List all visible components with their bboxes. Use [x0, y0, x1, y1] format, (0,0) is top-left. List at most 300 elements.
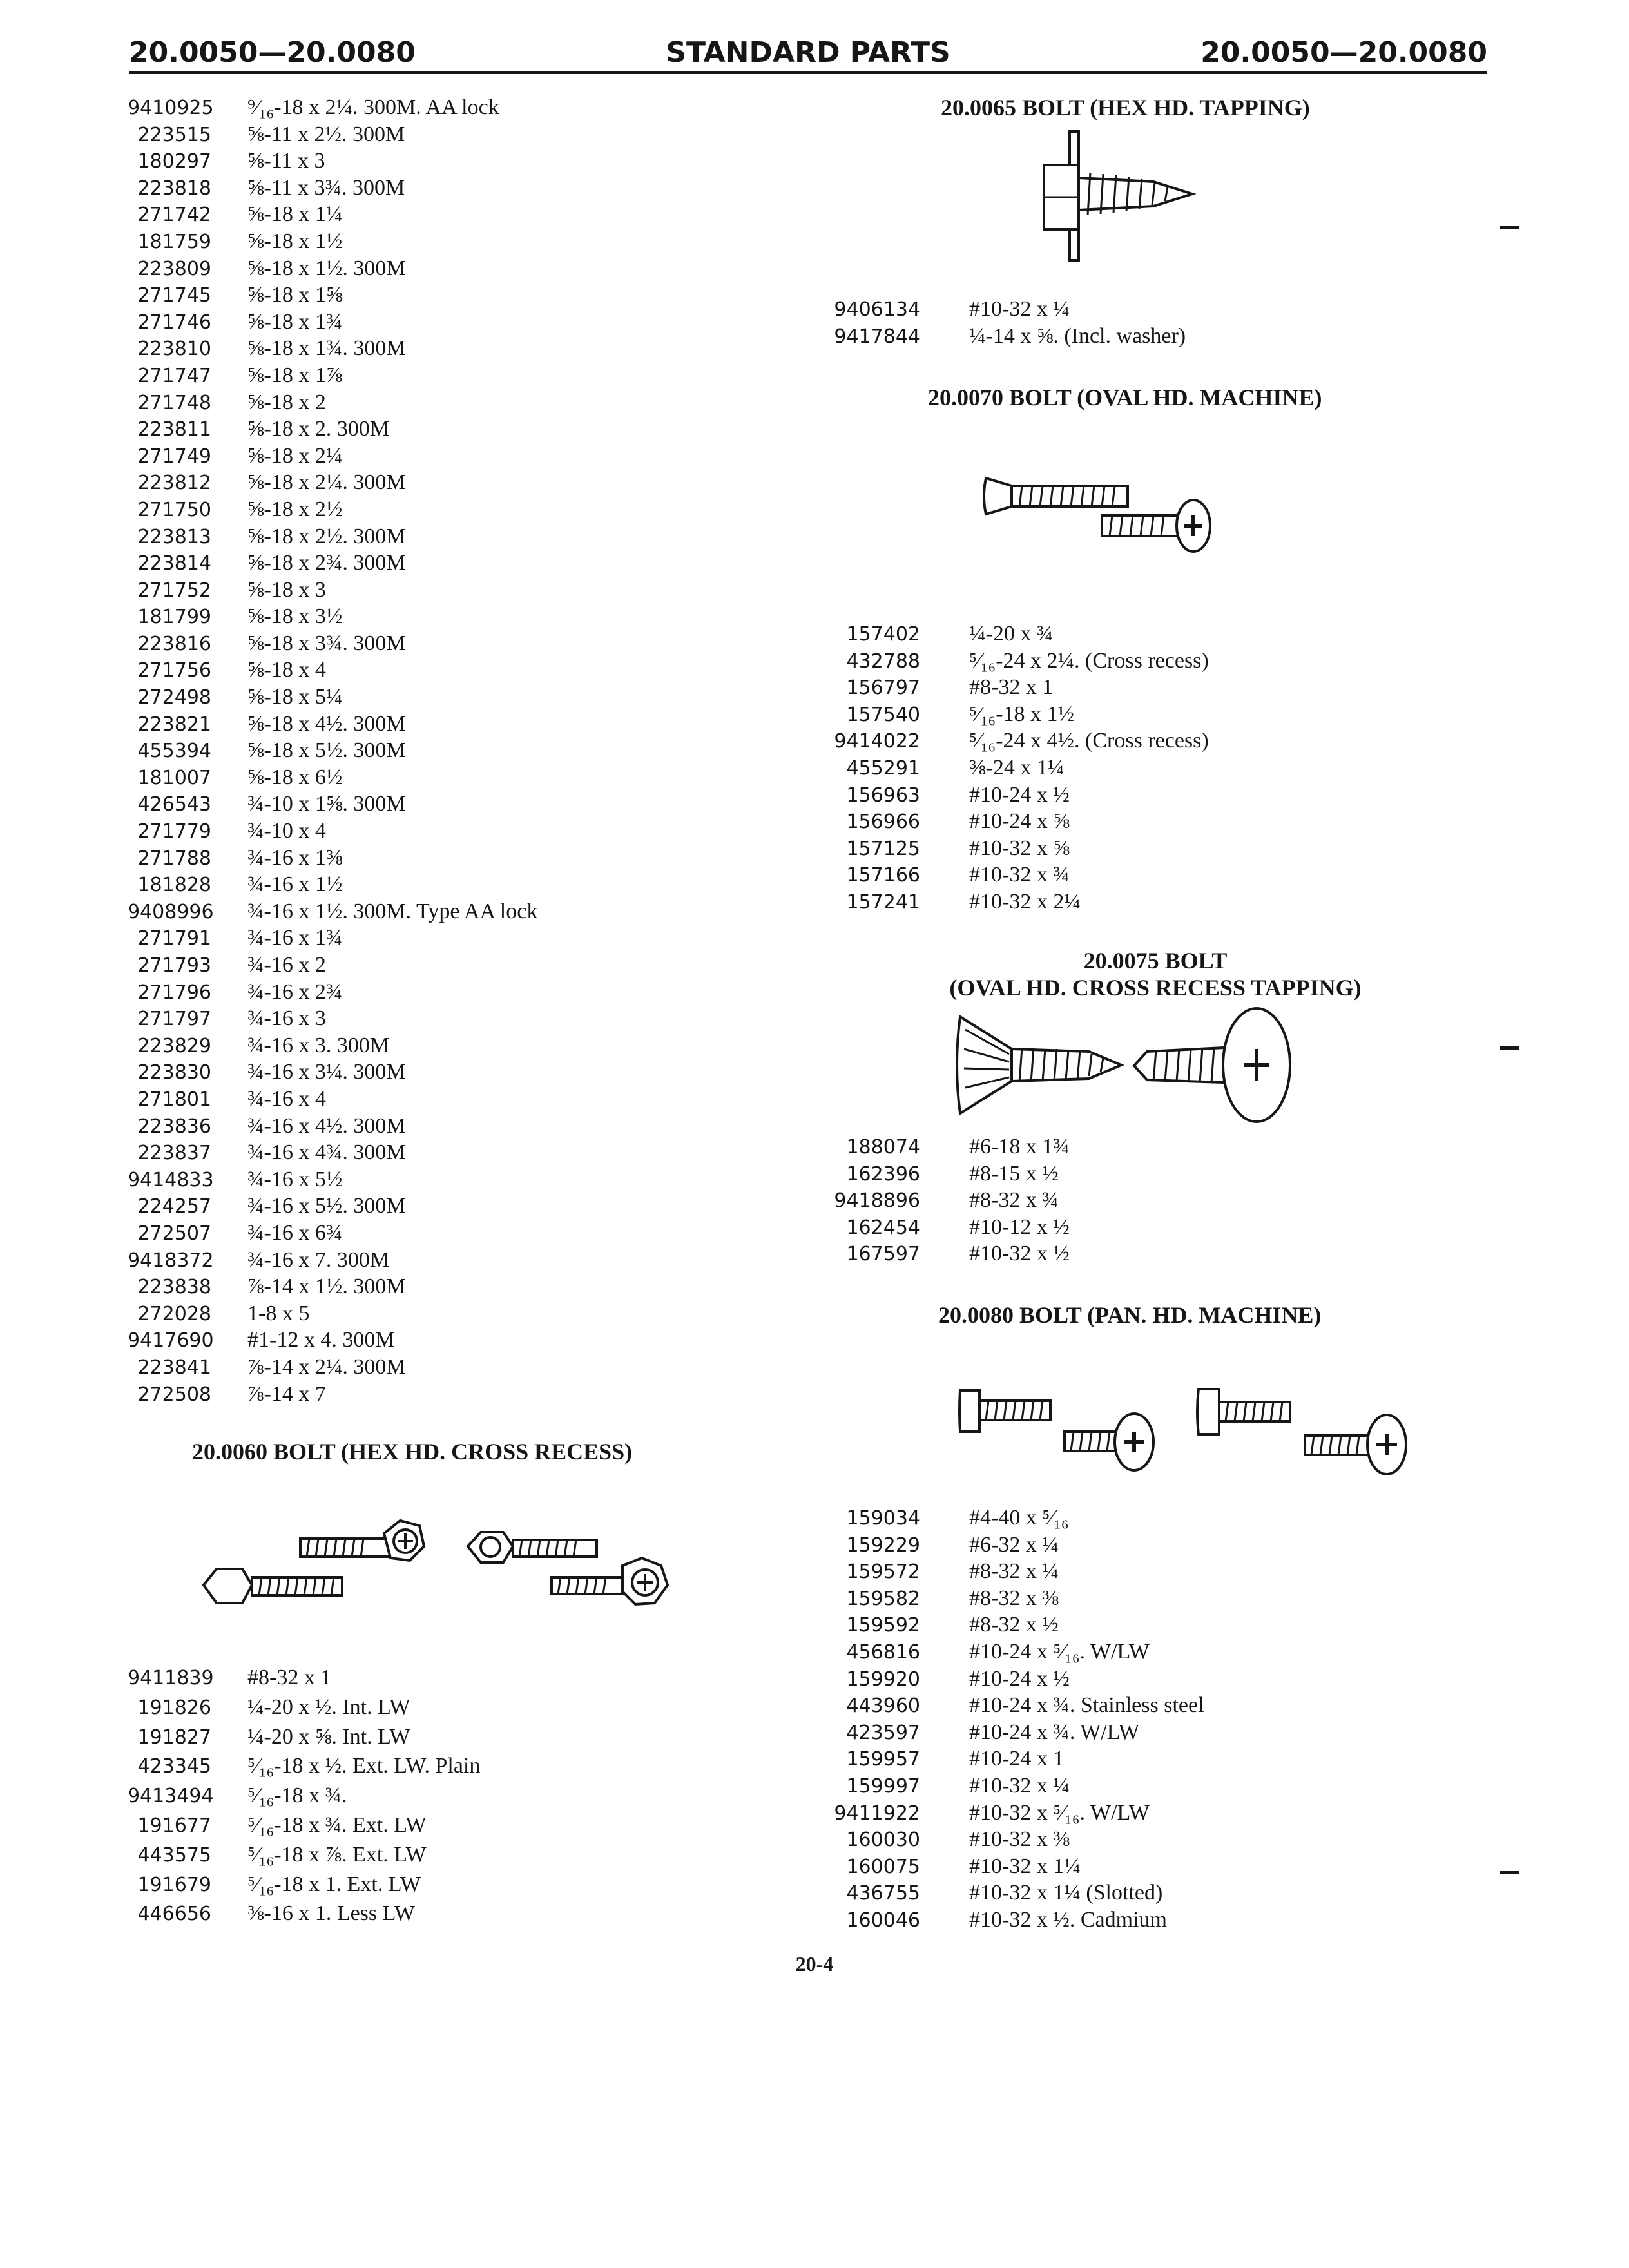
part-row [772, 1693, 1204, 1720]
parts-list-20-0075 [772, 1135, 1070, 1269]
part-number: 9417844 [834, 325, 920, 348]
part-description: #10-32 x ⅝ [969, 836, 1070, 860]
page-header [129, 24, 1487, 74]
part-row [772, 649, 1209, 676]
part-description: ⅝-18 x 3¾. 300M [247, 631, 406, 655]
part-row [772, 1586, 1204, 1613]
part-description: #8-32 x 1 [969, 675, 1054, 700]
part-description: #8-32 x ½ [969, 1613, 1059, 1637]
part-description: #10-32 x ⅜ [969, 1827, 1070, 1852]
part-number: 223812 [137, 472, 211, 495]
part-number: 272028 [137, 1302, 211, 1325]
part-row [772, 809, 1209, 836]
part-number: 223838 [137, 1276, 211, 1299]
part-number: 159034 [846, 1507, 920, 1530]
part-description: ⅝-18 x 3 [247, 577, 326, 602]
part-row [772, 1881, 1204, 1908]
part-description: ⅝-11 x 3¾. 300M [247, 175, 405, 200]
part-row [128, 819, 537, 846]
part-description: #10-32 x ½. Cadmium [969, 1907, 1167, 1932]
part-description: ⅝-18 x 1⅞ [247, 363, 343, 387]
part-description: ⁵⁄₁₆-24 x 2¼. (Cross recess) [969, 648, 1209, 673]
part-number: 188074 [846, 1136, 920, 1158]
part-row [128, 1302, 537, 1329]
part-description: #10-32 x ¼ [969, 297, 1070, 321]
part-number: 223813 [137, 525, 211, 548]
part-row [128, 1087, 537, 1114]
part-description: ⅝-18 x 1¼ [247, 202, 343, 227]
part-row [128, 1355, 537, 1382]
part-description: #10-32 x ¼ [969, 1773, 1070, 1798]
part-number: 159592 [846, 1614, 920, 1637]
part-row [772, 1533, 1204, 1560]
part-row [772, 729, 1209, 756]
part-row [128, 497, 537, 524]
part-row [128, 417, 537, 444]
part-number: 159229 [846, 1533, 920, 1557]
part-description: ¾-10 x 4 [247, 819, 326, 843]
part-row [772, 1667, 1204, 1694]
part-row [128, 792, 537, 819]
part-row [128, 1114, 537, 1141]
part-description: #10-32 x ½ [969, 1242, 1070, 1266]
part-description: ¾-16 x 5½. 300M [247, 1194, 406, 1218]
parts-list-20-0080 [772, 1506, 1204, 1935]
part-description: ⅝-18 x 2½. 300M [247, 524, 406, 548]
part-number: 162454 [846, 1216, 920, 1239]
part-description: #6-32 x ¼ [969, 1532, 1059, 1557]
part-number: 272508 [137, 1383, 211, 1406]
part-description: #10-32 x 2¼ [969, 889, 1081, 914]
part-row [128, 953, 537, 980]
part-description: ⅝-11 x 3 [247, 149, 325, 173]
part-description: ⁵⁄₁₆-18 x ½. Ext. LW. Plain [247, 1754, 481, 1778]
parts-list-20-0060 [128, 1666, 480, 1931]
parts-list-20-0070 [772, 622, 1209, 917]
section-title-20-0075 [920, 947, 1391, 1001]
pan-head-machine-bolt-icon [954, 1378, 1418, 1494]
part-row [772, 1640, 1204, 1667]
part-row [128, 336, 537, 363]
part-description: ⅞-14 x 7 [247, 1381, 326, 1406]
part-number: 271779 [137, 820, 211, 843]
part-number: 271747 [137, 364, 211, 387]
part-number: 160075 [846, 1855, 920, 1878]
part-number: 271749 [137, 445, 211, 468]
part-row [128, 712, 537, 739]
part-row [128, 1221, 537, 1248]
part-number: 9417690 [128, 1329, 214, 1352]
part-description: ¾-16 x 2 [247, 953, 326, 977]
part-number: 159997 [846, 1774, 920, 1798]
part-number: 223809 [137, 257, 211, 280]
page-number: 20-4 [795, 1952, 834, 1975]
part-number: 223810 [137, 338, 211, 361]
part-row [128, 256, 537, 284]
part-row [772, 1506, 1204, 1533]
part-row [772, 1162, 1070, 1189]
part-row [772, 1854, 1204, 1881]
part-number: 9411922 [834, 1802, 920, 1825]
part-description: ⅝-18 x 2¾. 300M [247, 551, 406, 575]
part-number: 271742 [137, 204, 211, 227]
part-description: ¼-20 x ¾ [969, 622, 1054, 646]
part-row [772, 1720, 1204, 1747]
part-description: ⅞-14 x 2¼. 300M [247, 1354, 406, 1379]
part-row [128, 310, 537, 337]
part-row [128, 149, 537, 176]
part-row [128, 202, 537, 229]
part-description: ⅝-18 x 6½ [247, 765, 343, 789]
part-row [772, 836, 1209, 863]
part-row [128, 1666, 480, 1695]
part-description: ⅞-14 x 1½. 300M [247, 1274, 406, 1299]
part-description: #10-24 x ¾. W/LW [969, 1720, 1140, 1744]
part-row [128, 1901, 480, 1931]
part-description: ¾-16 x 2¾ [247, 979, 343, 1004]
margin-mark [1500, 1871, 1519, 1874]
part-number: 157125 [846, 837, 920, 860]
part-row [128, 1274, 537, 1302]
part-row [772, 1747, 1204, 1774]
part-row [128, 872, 537, 899]
part-number: 271801 [137, 1088, 211, 1111]
part-number: 223816 [137, 632, 211, 655]
part-number: 455394 [137, 740, 211, 763]
part-number: 423345 [137, 1755, 211, 1778]
part-description: #10-12 x ½ [969, 1215, 1070, 1239]
part-number: 223841 [137, 1356, 211, 1379]
part-number: 159582 [846, 1587, 920, 1610]
part-description: ⁵⁄₁₆-24 x 4½. (Cross recess) [969, 729, 1209, 753]
part-description: #8-32 x 1 [247, 1666, 332, 1689]
part-row [772, 1827, 1204, 1854]
part-row [128, 1248, 537, 1275]
part-description: #4-40 x ⁵⁄₁₆ [969, 1506, 1069, 1530]
part-row [128, 363, 537, 390]
part-number: 157166 [846, 864, 920, 887]
part-number: 271746 [137, 311, 211, 334]
part-number: 271756 [137, 659, 211, 682]
part-description: #10-24 x ½ [969, 782, 1070, 807]
part-description: ⅜-16 x 1. Less LW [247, 1901, 415, 1926]
part-row [128, 1194, 537, 1221]
part-number: 456816 [846, 1640, 920, 1664]
part-description: ¾-16 x 6¾ [247, 1220, 343, 1245]
section-title-20-0080: 20.0080 BOLT (PAN. HD. MACHINE) [938, 1302, 1322, 1328]
section-title-20-0060: 20.0060 BOLT (HEX HD. CROSS RECESS) [192, 1439, 633, 1465]
part-number: 224257 [137, 1195, 211, 1218]
part-row [128, 1783, 480, 1813]
part-row [128, 1328, 537, 1355]
part-number: 223821 [137, 713, 211, 736]
part-row [128, 899, 537, 927]
part-description: #10-24 x ⁵⁄₁₆. W/LW [969, 1639, 1150, 1664]
part-description: ⅝-18 x 2¼. 300M [247, 470, 406, 495]
part-number: 271750 [137, 498, 211, 521]
part-number: 191826 [137, 1696, 211, 1719]
part-description: ¾-16 x 3¼. 300M [247, 1060, 406, 1084]
part-number: 223830 [137, 1061, 211, 1084]
part-number: 223836 [137, 1115, 211, 1138]
part-description: ¾-16 x 5½ [247, 1167, 343, 1191]
part-description: ¾-16 x 1½ [247, 872, 343, 897]
part-description: ¾-16 x 1½. 300M. Type AA lock [247, 899, 538, 923]
part-number: 159920 [846, 1667, 920, 1691]
margin-mark [1500, 226, 1519, 229]
part-description: ⅝-18 x 2. 300M [247, 417, 390, 441]
part-row [772, 297, 1186, 324]
part-row [128, 1060, 537, 1087]
part-row [128, 765, 537, 793]
part-number: 162396 [846, 1162, 920, 1186]
part-row [772, 622, 1209, 649]
part-row [772, 1188, 1070, 1215]
part-description: #10-24 x ½ [969, 1666, 1070, 1691]
part-description: #10-24 x ¾. Stainless steel [969, 1693, 1204, 1718]
part-description: ⅝-11 x 2½. 300M [247, 122, 405, 146]
part-number: 157241 [846, 890, 920, 914]
part-description: #10-32 x ¾ [969, 863, 1070, 887]
part-number: 423597 [846, 1721, 920, 1744]
header-title: STANDARD PARTS [666, 36, 950, 69]
parts-list-20-0065 [772, 297, 1186, 351]
part-row [128, 578, 537, 605]
part-row [128, 604, 537, 631]
part-description: ¾-16 x 7. 300M [247, 1247, 390, 1272]
part-number: 223515 [137, 123, 211, 146]
part-description: ⁹⁄₁₆-18 x 2¼. 300M. AA lock [247, 95, 499, 119]
part-number: 156963 [846, 783, 920, 807]
part-description: #8-32 x ¾ [969, 1188, 1059, 1213]
part-number: 271752 [137, 579, 211, 602]
part-number: 455291 [846, 756, 920, 780]
part-description: ⅝-18 x 1½. 300M [247, 256, 406, 280]
part-description: #10-24 x 1 [969, 1747, 1065, 1771]
part-number: 223837 [137, 1142, 211, 1165]
part-row [128, 1754, 480, 1783]
oval-head-cross-recess-tapping-bolt-icon [954, 1004, 1315, 1126]
part-number: 9418896 [834, 1189, 920, 1213]
header-range-left: 20.0050—20.0080 [129, 36, 416, 69]
part-row [772, 1774, 1204, 1801]
part-description: ¾-16 x 4½. 300M [247, 1113, 406, 1138]
part-number: 181007 [137, 766, 211, 789]
part-description: #1-12 x 4. 300M [247, 1328, 395, 1352]
part-description: #10-24 x ⅝ [969, 809, 1070, 834]
part-number: 191679 [137, 1873, 211, 1896]
part-description: ¾-16 x 3 [247, 1006, 326, 1031]
part-number: 9418372 [128, 1249, 214, 1272]
part-description: #8-32 x ⅜ [969, 1586, 1059, 1610]
part-description: #8-15 x ½ [969, 1161, 1059, 1186]
part-description: ¾-16 x 4 [247, 1086, 326, 1111]
part-row [772, 1613, 1204, 1640]
part-row [128, 444, 537, 471]
part-description: ⅝-18 x 1⅝ [247, 283, 343, 307]
part-description: ⅝-18 x 2 [247, 390, 326, 414]
part-row [128, 631, 537, 658]
part-row [128, 738, 537, 765]
part-row [772, 890, 1209, 917]
part-description: ⅝-18 x 1¾ [247, 309, 343, 334]
part-description: ⁵⁄₁₆-18 x 1½ [969, 702, 1075, 726]
part-number: 271793 [137, 954, 211, 977]
part-description: #8-32 x ¼ [969, 1559, 1059, 1584]
part-description: ⅝-18 x 5½. 300M [247, 738, 406, 763]
part-number: 432788 [846, 649, 920, 673]
part-row [128, 1382, 537, 1409]
part-row [772, 1242, 1070, 1269]
parts-list-continued [128, 95, 537, 1408]
part-row [128, 1872, 480, 1902]
part-number: 181799 [137, 606, 211, 629]
part-number: 9413494 [128, 1785, 214, 1808]
part-row [128, 685, 537, 712]
part-description: ⅝-18 x 2½ [247, 497, 343, 521]
part-description: ¾-16 x 3. 300M [247, 1033, 390, 1057]
part-row [772, 1801, 1204, 1828]
part-description: ¾-16 x 1¾ [247, 926, 343, 950]
part-description: 1-8 x 5 [247, 1301, 310, 1325]
part-description: ⅝-18 x 3½ [247, 604, 343, 629]
part-row [128, 1813, 480, 1843]
part-row [128, 524, 537, 552]
part-description: ⅝-18 x 4½. 300M [247, 711, 406, 736]
part-description: #6-18 x 1¾ [969, 1135, 1070, 1158]
part-number: 271745 [137, 284, 211, 307]
hex-head-cross-recess-bolt-icon [191, 1501, 680, 1637]
part-number: 9410925 [128, 97, 214, 119]
part-number: 167597 [846, 1243, 920, 1266]
part-row [772, 1135, 1070, 1162]
part-row [772, 324, 1186, 351]
part-number: 9408996 [128, 900, 214, 923]
part-row [128, 846, 537, 873]
part-number: 272507 [137, 1222, 211, 1245]
part-row [128, 122, 537, 149]
part-number: 157402 [846, 623, 920, 646]
part-row [128, 176, 537, 203]
part-number: 223814 [137, 552, 211, 575]
part-number: 9414833 [128, 1168, 214, 1191]
part-number: 159572 [846, 1561, 920, 1584]
part-number: 446656 [137, 1903, 211, 1926]
oval-head-machine-bolt-icon [979, 464, 1224, 561]
part-row [772, 675, 1209, 702]
part-number: 156797 [846, 677, 920, 700]
part-description: ⁵⁄₁₆-18 x ¾. [247, 1783, 347, 1808]
part-row [128, 1168, 537, 1195]
header-range-right: 20.0050—20.0080 [1200, 36, 1487, 69]
part-number: 180297 [137, 150, 211, 173]
part-description: ¼-20 x ½. Int. LW [247, 1695, 410, 1719]
part-row [128, 658, 537, 685]
part-row [128, 95, 537, 122]
part-description: ⅜-24 x 1¼ [969, 755, 1065, 780]
part-description: #10-32 x 1¼ (Slotted) [969, 1881, 1163, 1905]
part-description: ¾-16 x 1⅜ [247, 845, 343, 870]
part-row [772, 1215, 1070, 1242]
part-row [128, 980, 537, 1007]
part-description: ⅝-18 x 2¼ [247, 443, 343, 468]
part-description: ¾-16 x 4¾. 300M [247, 1140, 406, 1165]
part-number: 191677 [137, 1814, 211, 1837]
part-row [128, 551, 537, 578]
hex-head-tapping-bolt-icon [1031, 126, 1218, 268]
part-description: ¼-20 x ⅝. Int. LW [247, 1724, 410, 1749]
part-description: ⁵⁄₁₆-18 x ¾. Ext. LW [247, 1812, 427, 1837]
part-description: ⁵⁄₁₆-18 x 1. Ext. LW [247, 1872, 421, 1896]
part-description: ⅝-18 x 5¼ [247, 685, 343, 709]
section-title-20-0075-line2: (OVAL HD. CROSS RECESS TAPPING) [949, 975, 1362, 1001]
part-number: 272498 [137, 686, 211, 709]
part-row [772, 1908, 1204, 1935]
part-row [128, 1695, 480, 1725]
part-description: ⅝-18 x 4 [247, 658, 326, 682]
section-title-20-0075-line1: 20.0075 BOLT [1083, 948, 1228, 974]
part-description: ⅝-18 x 1½ [247, 229, 343, 253]
part-row [128, 1006, 537, 1033]
part-number: 191827 [137, 1725, 211, 1749]
part-number: 160030 [846, 1829, 920, 1852]
part-number: 160046 [846, 1908, 920, 1932]
part-row [128, 470, 537, 497]
part-row [128, 390, 537, 418]
part-number: 271748 [137, 391, 211, 414]
part-number: 157540 [846, 703, 920, 726]
part-description: #10-32 x 1¼ [969, 1854, 1081, 1878]
part-number: 181828 [137, 874, 211, 897]
part-number: 223811 [137, 418, 211, 441]
part-number: 223829 [137, 1034, 211, 1057]
part-row [772, 783, 1209, 810]
part-number: 9411839 [128, 1667, 214, 1689]
part-number: 271796 [137, 981, 211, 1004]
part-row [128, 229, 537, 256]
part-number: 9414022 [834, 730, 920, 753]
section-title-20-0070: 20.0070 BOLT (OVAL HD. MACHINE) [928, 385, 1322, 410]
margin-mark [1500, 1046, 1519, 1050]
part-number: 223818 [137, 177, 211, 200]
part-number: 181759 [137, 230, 211, 253]
part-row [128, 1140, 537, 1168]
part-number: 271797 [137, 1008, 211, 1031]
part-number: 271788 [137, 847, 211, 870]
part-row [128, 1033, 537, 1061]
part-row [128, 283, 537, 310]
section-title-20-0065: 20.0065 BOLT (HEX HD. TAPPING) [941, 95, 1310, 120]
part-row [772, 702, 1209, 729]
part-number: 159957 [846, 1748, 920, 1771]
part-row [128, 1843, 480, 1872]
part-description: ⅝-18 x 1¾. 300M [247, 336, 406, 361]
part-number: 156966 [846, 811, 920, 834]
part-row [772, 863, 1209, 890]
part-description: #10-32 x ⁵⁄₁₆. W/LW [969, 1800, 1150, 1825]
part-row [128, 1725, 480, 1754]
part-row [772, 1559, 1204, 1586]
part-description: ⁵⁄₁₆-18 x ⅞. Ext. LW [247, 1842, 427, 1867]
part-row [128, 926, 537, 953]
part-number: 9406134 [834, 298, 920, 321]
part-description: ¼-14 x ⅝. (Incl. washer) [969, 323, 1186, 348]
part-number: 426543 [137, 793, 211, 816]
part-description: ¾-10 x 1⅝. 300M [247, 792, 406, 816]
part-number: 443960 [846, 1695, 920, 1718]
part-number: 443575 [137, 1843, 211, 1867]
part-number: 271791 [137, 927, 211, 950]
